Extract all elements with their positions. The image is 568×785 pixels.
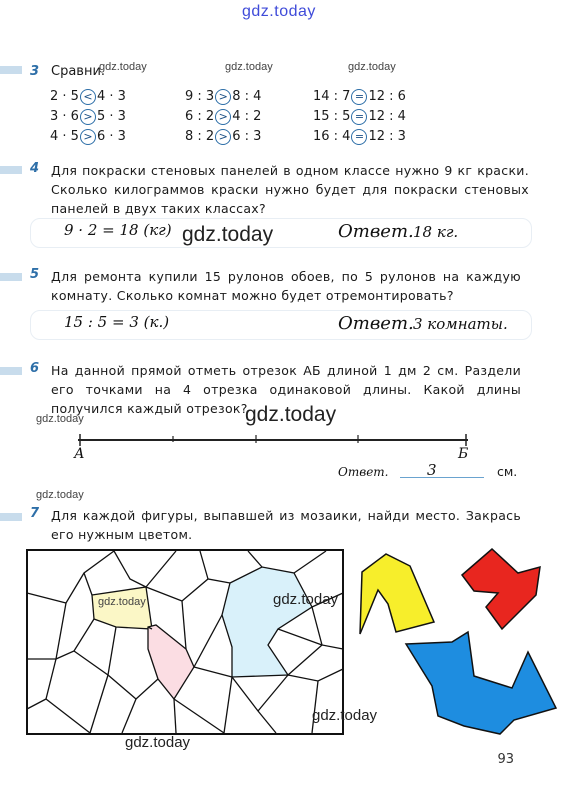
- compare-sign: <: [80, 89, 96, 105]
- point-a-label: А: [74, 446, 85, 462]
- task-title: Сравни.: [51, 64, 106, 79]
- task-number: 6: [30, 361, 40, 376]
- task-text: На данной прямой отметь отрезок АБ длиной 1 дм 2 см. Раздели его точками на 4 отрезка одинаковой длины. Какой длины получился каждый отрезок?: [51, 363, 521, 416]
- watermark: gdz.today: [98, 596, 146, 608]
- task-number: 7: [30, 506, 40, 521]
- solution-text: 9 · 2 = 18 (кг): [64, 221, 172, 239]
- watermark: gdz.today: [273, 591, 339, 608]
- task-marker-bar: [0, 166, 22, 174]
- compare-sign: >: [215, 129, 231, 145]
- answer-underline: [400, 477, 484, 478]
- task-marker-bar: [0, 513, 22, 521]
- task-text: Для ремонта купили 15 рулонов обоев, по 5 рулонов на каждую комнату. Сколько комнат можно будет отремонтировать?: [51, 269, 521, 303]
- compare-column-3: 14 : 7 = 12 : 6 15 : 5 = 12 : 4 16 : 4 = 12 : 3: [313, 89, 406, 144]
- compare-sign: >: [80, 129, 96, 145]
- answer-text: 18 кг.: [413, 223, 459, 241]
- compare-column-1: 2 · 5 < 4 · 3 3 · 6 > 5 · 3 4 · 5 > 6 · 3: [50, 89, 126, 144]
- compare-sign: >: [80, 109, 96, 125]
- watermark: gdz.today: [312, 707, 378, 724]
- mosaic-grid: [26, 549, 344, 735]
- solution-text: 15 : 5 = 3 (к.): [64, 313, 170, 331]
- red-piece: [456, 545, 548, 635]
- task-number: 4: [30, 161, 40, 176]
- compare-sign: =: [351, 129, 367, 145]
- compare-sign: >: [215, 89, 231, 105]
- watermark: gdz.today: [225, 61, 273, 73]
- task-text: Для покраски стеновых панелей в одном классе нужно 9 кг краски. Сколько килограммов краски нужно будет для покраски стеновых панелей в двух таких классах?: [51, 163, 529, 216]
- yellow-piece: [356, 550, 446, 640]
- page-number: 93: [497, 752, 514, 767]
- watermark-top: gdz.today: [242, 3, 316, 20]
- watermark: gdz.today: [99, 61, 147, 73]
- compare-column-2: 9 : 3 > 8 : 4 6 : 2 > 4 : 2 8 : 2 > 6 : 3: [185, 89, 262, 144]
- task-number: 3: [30, 64, 40, 79]
- watermark: gdz.today: [36, 413, 84, 425]
- task-marker-bar: [0, 66, 22, 74]
- answer-value: 3: [427, 461, 437, 479]
- compare-sign: =: [351, 89, 367, 105]
- point-b-label: Б: [458, 446, 469, 462]
- answer-unit: см.: [497, 464, 518, 479]
- answer-text: 3 комнаты.: [413, 315, 508, 333]
- task-text: Для каждой фигуры, выпавшей из мозаики, найди место. Закрась его нужным цветом.: [51, 508, 521, 542]
- watermark: gdz.today: [245, 403, 337, 426]
- task-marker-bar: [0, 367, 22, 375]
- answer-label: Ответ.: [338, 313, 414, 334]
- watermark: gdz.today: [182, 223, 274, 246]
- compare-sign: >: [215, 109, 231, 125]
- blue-piece: [402, 630, 558, 736]
- watermark: gdz.today: [348, 61, 396, 73]
- task-marker-bar: [0, 273, 22, 281]
- task-number: 5: [30, 267, 40, 282]
- answer-label: Ответ.: [338, 221, 414, 242]
- watermark: gdz.today: [36, 489, 84, 501]
- answer-label: Ответ.: [338, 465, 389, 479]
- compare-sign: =: [351, 109, 367, 125]
- watermark: gdz.today: [125, 734, 191, 751]
- number-line: [70, 430, 480, 450]
